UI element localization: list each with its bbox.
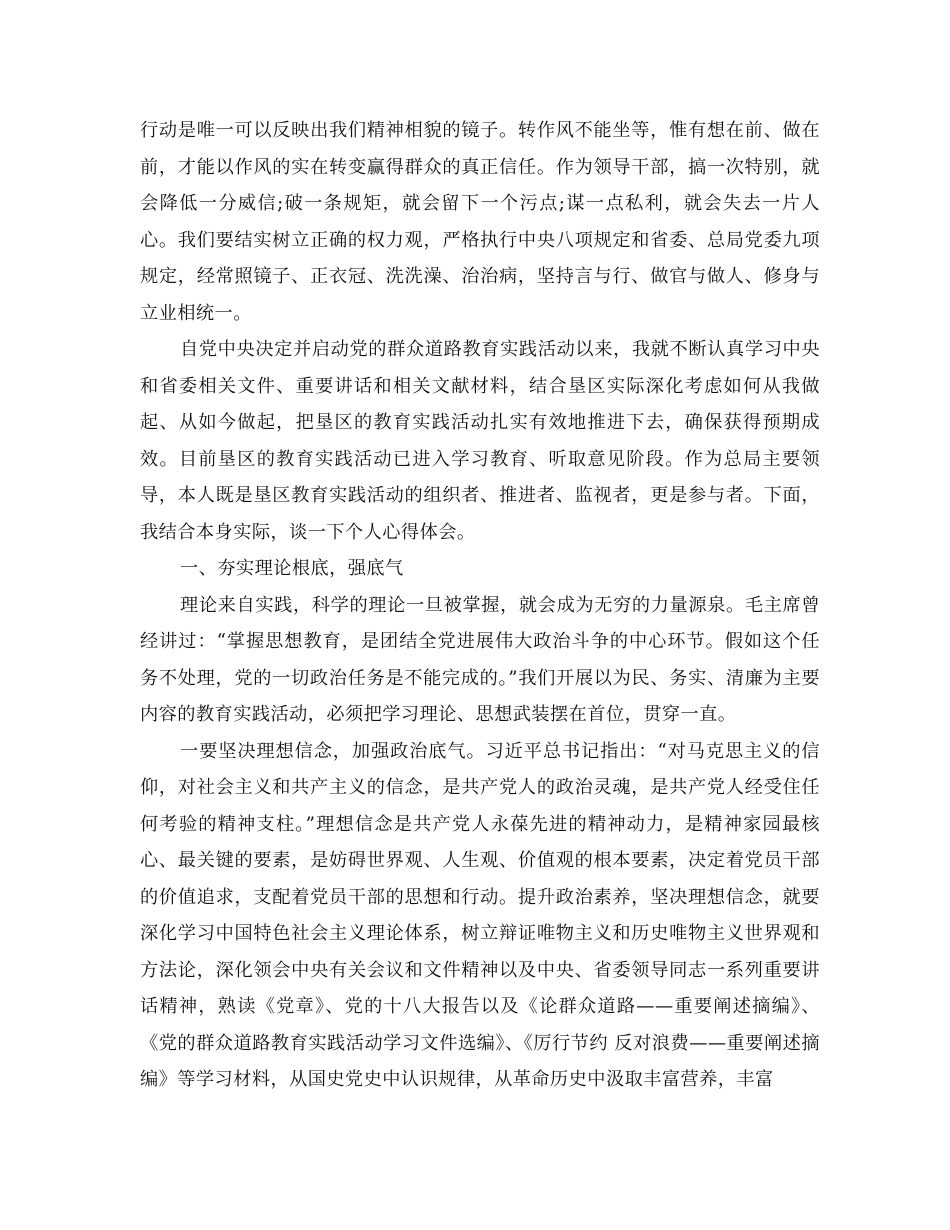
paragraph: 行动是唯一可以反映出我们精神相貌的镜子。转作风不能坐等，惟有想在前、做在前，才能以作风的实在转变赢得群众的真正信任。作为领导干部，搞一次特别，就会降低一分威信;破一条规矩，就会留下一个污点;谋一点私利，就会失去一片人心。我们要结实树立正确的权力观，严格执行中央八项规定和省委、总局党委九项规定，经常照镜子、正衣冠、洗洗澡、治治病，坚持言与行、做官与做人、修身与立业相统一。 (140, 120, 820, 324)
section-heading: 一、夯实理论根底，强底气 (180, 558, 404, 579)
paragraph: 理论来自实践，科学的理论一旦被掌握，就会成为无穷的力量源泉。毛主席曾经讲过：“掌握思想教育，是团结全党进展伟大政治斗争的中心环节。假如这个任务不处理，党的一切政治任务是不能完成的。”我们开展以为民、务实、清廉为主要内容的教育实践活动，必须把学习理论、思想武装摆在首位，贯穿一直。 (140, 594, 820, 725)
paragraph: 自党中央决定并启动党的群众道路教育实践活动以来，我就不断认真学习中央和省委相关文件、重要讲话和相关文献材料，结合垦区实际深化考虑如何从我做起、从如今做起，把垦区的教育实践活动扎实有效地推进下去，确保获得预期成效。目前垦区的教育实践活动已进入学习教育、听取意见阶段。作为总局主要领导，本人既是垦区教育实践活动的组织者、推进者、监视者，更是参与者。下面，我结合本身实际，谈一下个人心得体会。 (140, 339, 820, 543)
paragraph: 一要坚决理想信念，加强政治底气。习近平总书记指出：“对马克思主义的信仰，对社会主义和共产主义的信念，是共产党人的政治灵魂，是共产党人经受住任何考验的精神支柱。”理想信念是共产党人永葆先进的精神动力，是精神家园最核心、最关键的要素，是妨碍世界观、人生观、价值观的根本要素，决定着党员干部的价值追求，支配着党员干部的思想和行动。提升政治素养，坚决理想信念，就要深化学习中国特色社会主义理论体系，树立辩证唯物主义和历史唯物主义世界观和方法论，深化领会中央有关会议和文件精神以及中央、省委领导同志一系列重要讲话精神，熟读《党章》、党的十八大报告以及《论群众道路——重要阐述摘编》、《党的群众道路教育实践活动学习文件选编》、《厉行节约 反对浪费——重要阐述摘编》等学习材料，从国史党史中认识规律，从革命历史中汲取丰富营养，丰富 (140, 740, 820, 1090)
document-body (140, 113, 820, 1099)
